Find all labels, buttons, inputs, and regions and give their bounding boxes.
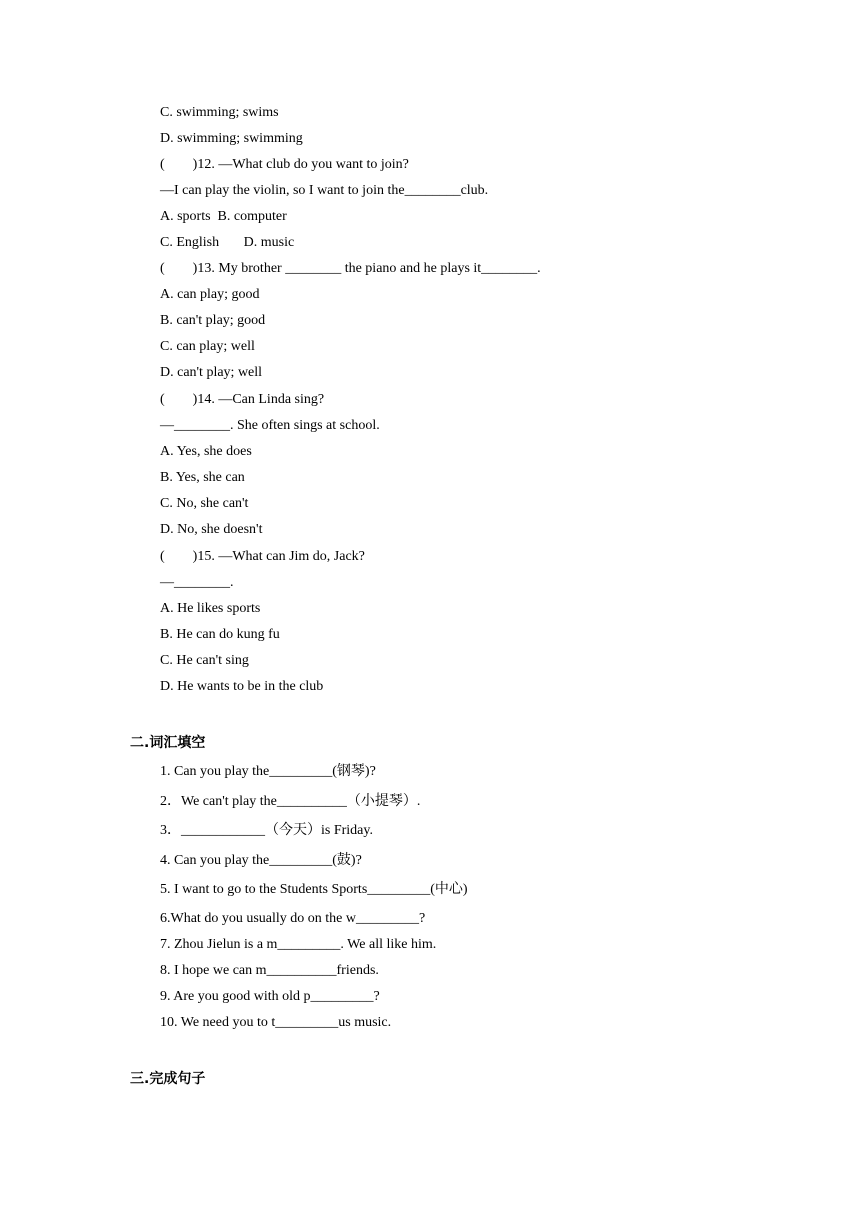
question-line: —I can play the violin, so I want to join the________club. bbox=[160, 183, 489, 198]
vocab-item: 5. I want to go to the Students Sports_________(中心) bbox=[160, 882, 468, 897]
option-line: C. No, she can't bbox=[160, 496, 249, 511]
vocab-item: 2．We can't play the__________（小提琴）. bbox=[160, 794, 421, 809]
question-12: ( )12. —What club do you want to join? bbox=[160, 157, 409, 172]
vocab-item: 7. Zhou Jielun is a m_________. We all like him. bbox=[160, 937, 437, 952]
question-line: —________. bbox=[160, 575, 234, 590]
question-13: ( )13. My brother ________ the piano and he plays it________. bbox=[160, 261, 541, 276]
vocab-item: 1. Can you play the_________(钢琴)? bbox=[160, 764, 376, 779]
vocab-item: 10. We need you to t_________us music. bbox=[160, 1015, 392, 1030]
vocab-item: 6.What do you usually do on the w_________? bbox=[160, 911, 426, 926]
option-line: A. Yes, she does bbox=[160, 444, 252, 459]
vocab-item: 9. Are you good with old p_________? bbox=[160, 989, 380, 1004]
option-line: D. He wants to be in the club bbox=[160, 679, 324, 694]
vocab-item: 8. I hope we can m__________friends. bbox=[160, 963, 379, 978]
question-15: ( )15. —What can Jim do, Jack? bbox=[160, 549, 365, 564]
question-line: —________. She often sings at school. bbox=[160, 418, 380, 433]
option-line: C. He can't sing bbox=[160, 653, 249, 668]
option-line: A. can play; good bbox=[160, 287, 260, 302]
option-line: A. sports B. computer bbox=[160, 209, 287, 224]
option-line: C. swimming; swims bbox=[160, 105, 279, 120]
option-line: A. He likes sports bbox=[160, 601, 261, 616]
option-line: D. No, she doesn't bbox=[160, 522, 263, 537]
option-line: B. He can do kung fu bbox=[160, 627, 280, 642]
question-14: ( )14. —Can Linda sing? bbox=[160, 392, 325, 407]
section-heading-vocab: 二.词汇填空 bbox=[130, 735, 206, 751]
option-line: D. swimming; swimming bbox=[160, 131, 303, 146]
option-line: B. can't play; good bbox=[160, 313, 266, 328]
option-line: C. can play; well bbox=[160, 339, 255, 354]
vocab-item: 4. Can you play the_________(鼓)? bbox=[160, 853, 362, 868]
vocab-item: 3．____________（今天）is Friday. bbox=[160, 823, 373, 838]
section-heading-sentences: 三.完成句子 bbox=[130, 1071, 206, 1087]
option-line: C. English D. music bbox=[160, 235, 295, 250]
option-line: B. Yes, she can bbox=[160, 470, 245, 485]
option-line: D. can't play; well bbox=[160, 365, 263, 380]
